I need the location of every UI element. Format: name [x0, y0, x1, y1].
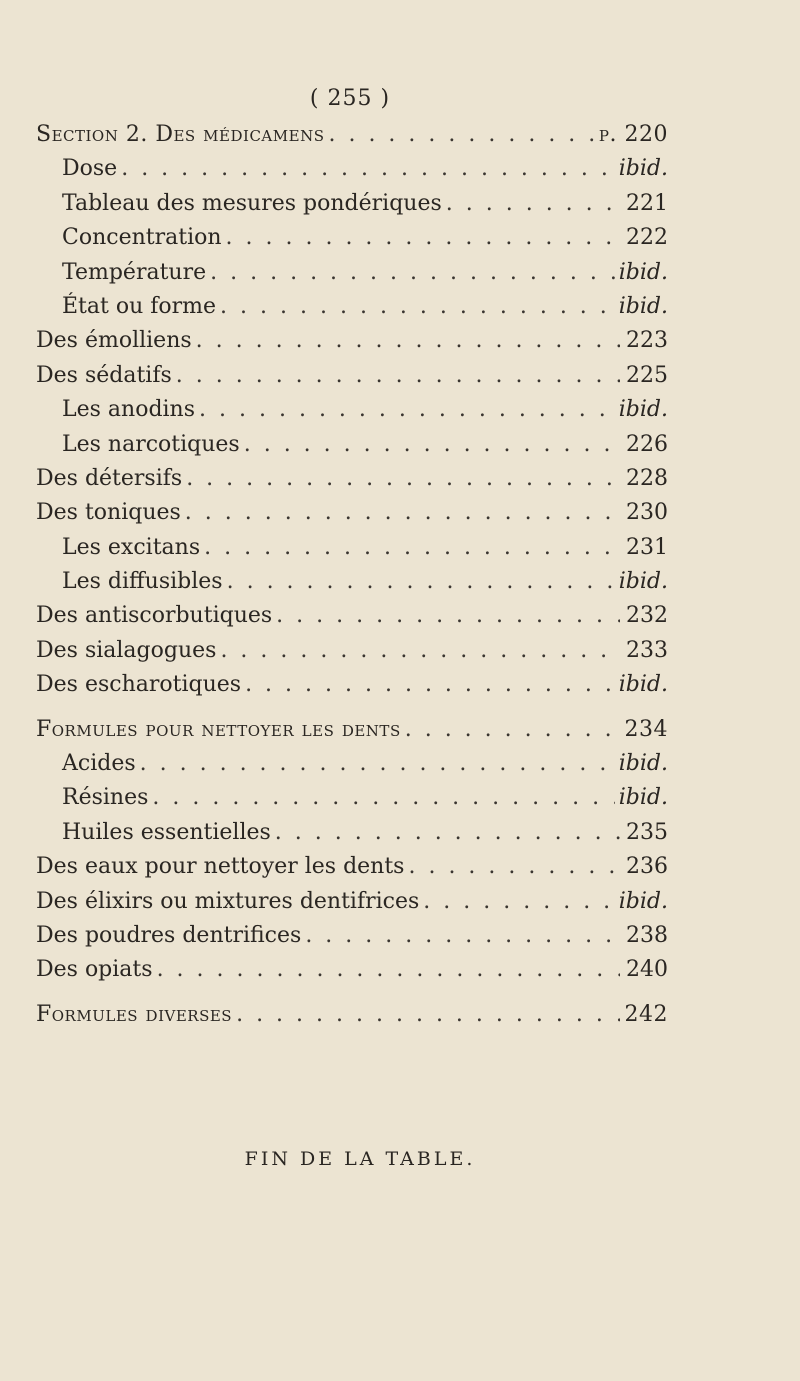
- dot-leader: [152, 781, 614, 815]
- toc-entry: [36, 531, 668, 565]
- dot-leader: [185, 496, 620, 530]
- toc-entry-page: 242: [624, 1001, 668, 1027]
- toc-entry-page: ibid.: [618, 397, 668, 423]
- toc-entry: [36, 747, 668, 781]
- toc-entry-page: 240: [626, 957, 668, 983]
- dot-leader: [305, 919, 620, 953]
- dot-leader: [196, 324, 620, 358]
- toc-entry-page: 226: [626, 431, 668, 457]
- toc-entry-page: ibid.: [618, 293, 668, 319]
- toc-entry: [36, 634, 668, 668]
- toc-entry-page: 230: [626, 500, 668, 526]
- dot-leader: [226, 221, 620, 255]
- toc-entry: [36, 118, 668, 152]
- toc-entry-page: ibid.: [618, 672, 668, 698]
- toc-entry-page: ibid.: [618, 785, 668, 811]
- page-number: ( 255 ): [309, 86, 391, 111]
- toc-entry-title: Des sédatifs: [36, 362, 172, 388]
- dot-leader: [186, 462, 620, 496]
- dot-leader: [236, 998, 620, 1032]
- toc-entry: [36, 668, 668, 702]
- toc-entry: [36, 152, 668, 186]
- toc-entry-title: Des sialagogues: [36, 637, 217, 663]
- toc-entry-title: Formules diverses: [36, 1001, 233, 1027]
- toc-entry: [36, 187, 668, 221]
- toc-entry: [36, 713, 668, 747]
- dot-leader: [227, 565, 615, 599]
- toc-entry-page: ibid.: [618, 888, 668, 914]
- toc-entry: [36, 256, 668, 290]
- toc-entry: [36, 816, 668, 850]
- toc-entry: [36, 428, 668, 462]
- toc-entry: [36, 953, 668, 987]
- toc-entry-title: Acides: [62, 751, 136, 777]
- toc-entry: [36, 290, 668, 324]
- toc-entry-page: p. 220: [598, 122, 668, 147]
- toc-entry-title: Des toniques: [36, 500, 181, 526]
- toc-entry-page: 222: [626, 225, 668, 251]
- dot-leader: [176, 359, 620, 393]
- toc-entry-title: Des élixirs ou mixtures dentifrices: [36, 888, 420, 914]
- toc-entry-page: ibid.: [618, 569, 668, 595]
- toc-entry: [36, 565, 668, 599]
- dot-leader: [220, 634, 620, 668]
- toc-entry-title: Les narcotiques: [62, 431, 240, 457]
- toc-entry-title: Les diffusibles: [62, 569, 223, 595]
- dot-leader: [328, 118, 594, 152]
- dot-leader: [199, 393, 615, 427]
- toc-entry: [36, 599, 668, 633]
- toc-entry-page: 238: [626, 922, 668, 948]
- dot-leader: [446, 187, 620, 221]
- dot-leader: [245, 668, 615, 702]
- dot-leader: [121, 152, 615, 186]
- toc-entry-title: État ou forme: [62, 293, 217, 319]
- toc-entry-page: ibid.: [618, 156, 668, 182]
- dot-leader: [157, 953, 620, 987]
- toc-entry-page: 228: [626, 465, 668, 491]
- toc-entry: [36, 496, 668, 530]
- toc-entry-title: Les anodins: [62, 397, 196, 423]
- toc-entry: [36, 781, 668, 815]
- toc-entry-title: Concentration: [62, 225, 222, 251]
- toc-entry-title: Des poudres dentrifices: [36, 922, 302, 948]
- dot-leader: [408, 850, 620, 884]
- toc-entry-page: ibid.: [618, 751, 668, 777]
- toc-entry-title: Les excitans: [62, 534, 201, 560]
- dot-leader: [275, 816, 620, 850]
- toc-entry: [36, 324, 668, 358]
- toc-entry-title: Dose: [62, 156, 118, 182]
- dot-leader: [405, 713, 620, 747]
- toc-entry-title: Des eaux pour nettoyer les dents: [36, 854, 405, 880]
- toc-entry-title: Huiles essentielles: [62, 819, 271, 845]
- toc-entry-page: 236: [626, 854, 668, 880]
- toc-entry-title: Résines: [62, 785, 149, 811]
- toc-entry-page: 232: [626, 603, 668, 629]
- toc-entry-page: 234: [624, 716, 668, 742]
- toc-entry-title: Section 2. Des médicamens: [36, 122, 325, 147]
- toc-entry-title: Des antiscorbutiques: [36, 603, 273, 629]
- toc-entry-page: 225: [626, 362, 668, 388]
- toc-entry: [36, 998, 668, 1032]
- toc-entry: [36, 850, 668, 884]
- toc-entry: [36, 919, 668, 953]
- toc-entry: [36, 221, 668, 255]
- dot-leader: [423, 885, 614, 919]
- table-of-contents: [36, 118, 668, 1032]
- toc-entry: [36, 359, 668, 393]
- toc-entry-page: 221: [626, 190, 668, 216]
- toc-entry-title: Des détersifs: [36, 465, 183, 491]
- toc-entry-page: 231: [626, 534, 668, 560]
- toc-entry-title: Tableau des mesures pondériques: [62, 190, 442, 216]
- dot-leader: [140, 747, 615, 781]
- dot-leader: [244, 428, 620, 462]
- toc-entry-title: Température: [62, 259, 207, 285]
- toc-entry: [36, 885, 668, 919]
- dot-leader: [220, 290, 615, 324]
- toc-entry: [36, 462, 668, 496]
- toc-entry-title: Des escharotiques: [36, 672, 242, 698]
- toc-entry-page: 235: [626, 819, 668, 845]
- toc-entry-title: Des émolliens: [36, 328, 192, 354]
- toc-entry: [36, 393, 668, 427]
- dot-leader: [210, 256, 615, 290]
- toc-entry-page: ibid.: [618, 259, 668, 285]
- toc-entry-title: Des opiats: [36, 957, 153, 983]
- toc-entry-page: 233: [626, 637, 668, 663]
- dot-leader: [204, 531, 620, 565]
- toc-entry-page: 223: [626, 328, 668, 354]
- toc-entry-title: Formules pour nettoyer les dents: [36, 716, 401, 742]
- dot-leader: [276, 599, 620, 633]
- end-of-table-note: FIN DE LA TABLE.: [244, 1148, 476, 1170]
